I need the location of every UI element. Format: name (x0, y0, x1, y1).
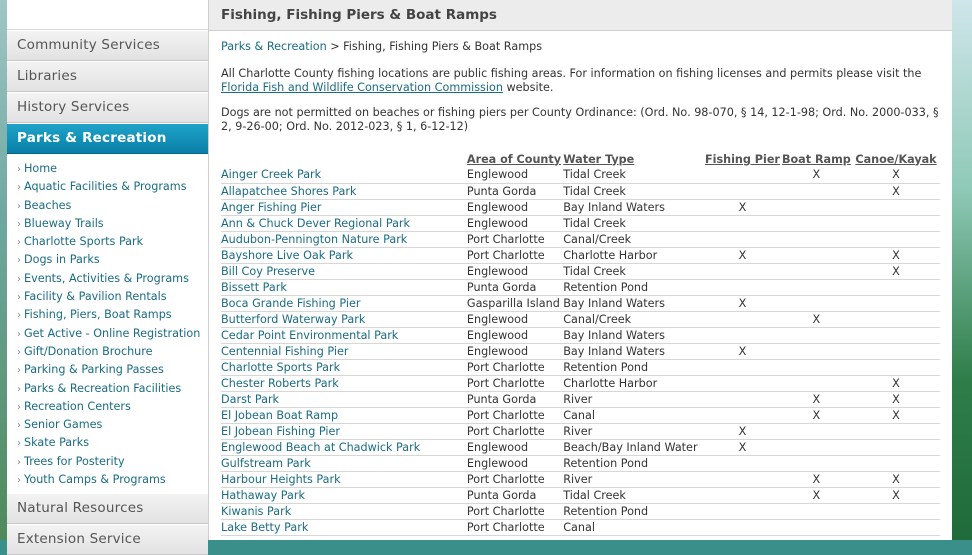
water-type-cell: Retention Pond (563, 455, 704, 471)
subnav-item-beaches[interactable] (17, 197, 208, 215)
subnav-item-label: Charlotte Sports Park (24, 235, 144, 249)
dogs-note: Dogs are not permitted on beaches or fishing piers per County Ordinance: (Ord. No. 98-070, § 14, 12-1-98; Ord. No. 2000-033, § 2, 9-26-00; Ord. No. 2012-023, § 1, 6-12-12) (221, 106, 939, 133)
chevron-right-icon: › (17, 255, 21, 267)
canoe-kayak-cell: X (852, 375, 940, 391)
water-type-cell: Beach/Bay Inland Water (563, 439, 704, 455)
boat-ramp-cell (781, 295, 852, 311)
area-cell: Punta Gorda (467, 487, 563, 503)
park-name-link[interactable]: Butterford Waterway Park (221, 311, 467, 327)
park-name-link[interactable]: Hathaway Park (221, 487, 467, 503)
park-name-link[interactable]: Kiwanis Park (221, 503, 467, 519)
water-type-cell: Retention Pond (563, 503, 704, 519)
water-type-cell: Tidal Creek (563, 167, 704, 183)
area-cell: Englewood (467, 455, 563, 471)
fishing-pier-cell (704, 471, 781, 487)
fishing-pier-cell (704, 215, 781, 231)
park-name-link[interactable]: Gulfstream Park (221, 455, 467, 471)
area-cell: Port Charlotte (467, 231, 563, 247)
water-type-cell: Canal/Creek (563, 231, 704, 247)
sidebar-category-natural-resources[interactable]: Natural Resources (7, 493, 208, 524)
area-cell: Englewood (467, 263, 563, 279)
table-row (221, 359, 940, 375)
boat-ramp-cell (781, 279, 852, 295)
subnav-item-dogs-in-parks[interactable] (17, 251, 208, 269)
header-boat-ramp: Boat Ramp (781, 152, 851, 166)
chevron-right-icon: › (17, 456, 21, 468)
park-name-link[interactable]: Bill Coy Preserve (221, 263, 467, 279)
table-row (221, 295, 940, 311)
boat-ramp-cell (781, 423, 852, 439)
sidebar-category-libraries[interactable]: Libraries (7, 61, 208, 92)
canoe-kayak-cell (852, 199, 940, 215)
chevron-right-icon: › (17, 420, 21, 432)
breadcrumb-parent-link[interactable]: Parks & Recreation (221, 40, 327, 53)
park-name-link[interactable]: Allapatchee Shores Park (221, 183, 467, 199)
boat-ramp-cell: X (781, 167, 852, 183)
boat-ramp-cell (781, 455, 852, 471)
subnav-item-label: Home (24, 162, 58, 175)
water-type-cell: Retention Pond (563, 279, 704, 295)
boat-ramp-cell (781, 439, 852, 455)
area-cell: Port Charlotte (467, 407, 563, 423)
table-row (221, 247, 940, 263)
park-name-link[interactable]: Bissett Park (221, 279, 467, 295)
park-name-link[interactable]: Cedar Point Environmental Park (221, 327, 467, 343)
fishing-pier-cell (704, 487, 781, 503)
area-cell: Englewood (467, 343, 563, 359)
fishing-pier-cell (704, 183, 781, 199)
table-row (221, 407, 940, 423)
canoe-kayak-cell (852, 359, 940, 375)
table-row (221, 215, 940, 231)
area-cell: Port Charlotte (467, 519, 563, 535)
area-cell: Port Charlotte (467, 471, 563, 487)
main-content (209, 0, 952, 540)
header-canoe-kayak: Canoe/Kayak (855, 152, 937, 166)
boat-ramp-cell: X (781, 487, 852, 503)
subnav-item-gift-donation-brochure[interactable] (17, 343, 208, 361)
fishing-pier-cell (704, 279, 781, 295)
subnav-item-youth-camps-and-programs[interactable] (17, 471, 208, 489)
canoe-kayak-cell: X (852, 407, 940, 423)
water-type-cell: River (563, 423, 704, 439)
fishing-pier-cell: X (704, 439, 781, 455)
park-name-link[interactable]: Ainger Creek Park (221, 167, 467, 183)
subnav-item-label: Recreation Centers (24, 399, 131, 413)
park-name-link[interactable]: Ann & Chuck Dever Regional Park (221, 215, 467, 231)
subnav-item-label: Youth Camps & Programs (24, 473, 166, 487)
table-row (221, 423, 940, 439)
intro-text-before: All Charlotte County fishing locations are public fishing areas. For information on fishing licenses and permits please visit the (221, 67, 922, 80)
table-row (221, 375, 940, 391)
subnav-item-parking-and-parking-passes[interactable] (17, 361, 208, 379)
fishing-pier-cell (704, 391, 781, 407)
canoe-kayak-cell: X (852, 183, 940, 199)
water-type-cell: River (563, 391, 704, 407)
boat-ramp-cell: X (781, 407, 852, 423)
chevron-right-icon: › (17, 328, 21, 340)
canoe-kayak-cell: X (852, 167, 940, 183)
subnav-item-senior-games[interactable] (17, 416, 208, 434)
area-cell: Gasparilla Island (467, 295, 563, 311)
header-fishing-pier: Fishing Pier (705, 152, 780, 166)
area-cell: Punta Gorda (467, 391, 563, 407)
area-cell: Punta Gorda (467, 183, 563, 199)
chevron-right-icon: › (17, 237, 21, 249)
sidebar-category-active[interactable]: Parks & Recreation (7, 123, 208, 154)
subnav-item-label: Aquatic Facilities & Programs (24, 180, 187, 194)
canoe-kayak-cell: X (852, 471, 940, 487)
canoe-kayak-cell (852, 503, 940, 519)
area-cell: Englewood (467, 327, 563, 343)
breadcrumb-separator: > (326, 40, 344, 53)
water-type-cell: Canal (563, 407, 704, 423)
chevron-right-icon: › (17, 164, 21, 175)
page-wrapper (7, 0, 952, 548)
table-row (221, 167, 940, 183)
subnav-item-fishing-piers-boat-ramps[interactable] (17, 306, 208, 324)
boat-ramp-cell (781, 343, 852, 359)
water-type-cell: Tidal Creek (563, 263, 704, 279)
canoe-kayak-cell: X (852, 391, 940, 407)
table-row (221, 471, 940, 487)
water-type-cell: Retention Pond (563, 359, 704, 375)
area-cell: Port Charlotte (467, 423, 563, 439)
boat-ramp-cell (781, 215, 852, 231)
park-name-link[interactable]: Englewood Beach at Chadwick Park (221, 439, 467, 455)
table-row (221, 487, 940, 503)
canoe-kayak-cell (852, 215, 940, 231)
boat-ramp-cell (781, 263, 852, 279)
fishing-pier-cell (704, 375, 781, 391)
sidebar (7, 0, 209, 548)
area-cell: Port Charlotte (467, 503, 563, 519)
canoe-kayak-cell (852, 439, 940, 455)
subnav-item-parks-and-recreation-facilities[interactable] (17, 380, 208, 398)
header-park (221, 151, 467, 167)
subnav-item-trees-for-posterity[interactable] (17, 453, 208, 471)
subnav-item-label: Fishing, Piers, Boat Ramps (24, 308, 172, 322)
subnav-item-label: Facility & Pavilion Rentals (24, 290, 167, 304)
subnav-item-label: Dogs in Parks (24, 253, 100, 267)
subnav-item-charlotte-sports-park[interactable] (17, 233, 208, 251)
area-cell: Port Charlotte (467, 375, 563, 391)
park-name-link[interactable]: Darst Park (221, 391, 467, 407)
subnav-item-get-active-online-registration[interactable] (17, 325, 208, 343)
water-type-cell: Canal/Creek (563, 311, 704, 327)
fishing-pier-cell (704, 263, 781, 279)
park-name-link[interactable]: Bayshore Live Oak Park (221, 247, 467, 263)
chevron-right-icon: › (17, 401, 21, 413)
subnav-item-label: Skate Parks (24, 436, 90, 450)
sidebar-top (7, 0, 208, 30)
table-row (221, 439, 940, 455)
boat-ramp-cell (781, 231, 852, 247)
table-row (221, 263, 940, 279)
breadcrumb (221, 40, 940, 53)
fishing-pier-cell (704, 407, 781, 423)
chevron-right-icon: › (17, 365, 21, 377)
chevron-right-icon: › (17, 310, 21, 322)
subnav-item-skate-parks[interactable] (17, 434, 208, 452)
area-cell: Punta Gorda (467, 279, 563, 295)
subnav-item-blueway-trails[interactable] (17, 215, 208, 233)
intro-text-after: website. (502, 80, 554, 94)
table-row (221, 327, 940, 343)
table-row (221, 503, 940, 519)
fishing-pier-cell: X (704, 295, 781, 311)
table-row (221, 199, 940, 215)
table-row (221, 279, 940, 295)
sidebar-categories-bottom (7, 493, 208, 555)
canoe-kayak-cell: X (852, 263, 940, 279)
fishing-pier-cell (704, 167, 781, 183)
header-area: Area of County (466, 152, 562, 166)
boat-ramp-cell: X (781, 391, 852, 407)
chevron-right-icon: › (17, 438, 21, 450)
chevron-right-icon: › (17, 218, 21, 230)
background-right (952, 0, 972, 540)
fishing-pier-cell: X (704, 199, 781, 215)
table-row (221, 455, 940, 471)
table-row (221, 519, 940, 535)
area-cell: Port Charlotte (467, 359, 563, 375)
sidebar-subnav (7, 154, 208, 493)
chevron-right-icon: › (17, 273, 21, 285)
sidebar-category-extension-service[interactable]: Extension Service (7, 524, 208, 555)
water-type-cell: Charlotte Harbor (563, 375, 704, 391)
boat-ramp-cell (781, 183, 852, 199)
canoe-kayak-cell (852, 279, 940, 295)
boat-ramp-cell (781, 519, 852, 535)
fishing-pier-cell: X (704, 423, 781, 439)
park-name-link[interactable]: El Jobean Fishing Pier (221, 423, 467, 439)
subnav-item-label: Gift/Donation Brochure (24, 344, 153, 358)
fishing-pier-cell (704, 359, 781, 375)
boat-ramp-cell: X (781, 471, 852, 487)
table-row (221, 231, 940, 247)
fishing-pier-cell: X (704, 343, 781, 359)
park-name-link[interactable]: Audubon-Pennington Nature Park (221, 231, 467, 247)
area-cell: Englewood (467, 215, 563, 231)
water-type-cell: Tidal Creek (563, 487, 704, 503)
chevron-right-icon: › (17, 475, 21, 487)
boat-ramp-cell (781, 247, 852, 263)
boat-ramp-cell (781, 359, 852, 375)
fwc-link[interactable]: Florida Fish and Wildlife Conservation Commission (221, 80, 503, 94)
page-title: Fishing, Fishing Piers & Boat Ramps (209, 0, 952, 31)
subnav-item-label: Senior Games (24, 418, 103, 432)
subnav-item-facility-and-pavilion-rentals[interactable] (17, 288, 208, 306)
fishing-pier-cell (704, 231, 781, 247)
canoe-kayak-cell: X (852, 247, 940, 263)
fishing-pier-cell (704, 311, 781, 327)
park-name-link[interactable]: Boca Grande Fishing Pier (221, 295, 467, 311)
header-water: Water Type (563, 152, 635, 166)
breadcrumb-current: Fishing, Fishing Piers & Boat Ramps (343, 40, 543, 53)
water-type-cell: River (563, 471, 704, 487)
canoe-kayak-cell: X (852, 487, 940, 503)
sidebar-categories-top (7, 30, 208, 123)
chevron-right-icon: › (17, 346, 21, 358)
table-header-row (221, 151, 940, 167)
subnav-item-label: Get Active - Online Registration (24, 326, 201, 340)
sidebar-category-history-services[interactable]: History Services (7, 92, 208, 123)
park-name-link[interactable]: El Jobean Boat Ramp (221, 407, 467, 423)
intro-paragraph (221, 67, 940, 94)
canoe-kayak-cell (852, 295, 940, 311)
sidebar-category-community-services[interactable]: Community Services (7, 30, 208, 61)
water-type-cell: Bay Inland Waters (563, 295, 704, 311)
table-body (221, 167, 940, 535)
boat-ramp-cell: X (781, 311, 852, 327)
canoe-kayak-cell (852, 327, 940, 343)
fishing-pier-cell (704, 327, 781, 343)
fishing-pier-cell: X (704, 247, 781, 263)
area-cell: Englewood (467, 439, 563, 455)
water-type-cell: Canal (563, 519, 704, 535)
chevron-right-icon: › (17, 182, 21, 194)
subnav-item-label: Events, Activities & Programs (24, 271, 189, 285)
table-row (221, 391, 940, 407)
locations-table (221, 151, 940, 536)
fishing-pier-cell (704, 503, 781, 519)
canoe-kayak-cell (852, 311, 940, 327)
park-name-link[interactable]: Anger Fishing Pier (221, 199, 467, 215)
water-type-cell: Bay Inland Waters (563, 199, 704, 215)
canoe-kayak-cell (852, 519, 940, 535)
subnav-item-label: Trees for Posterity (24, 454, 125, 468)
canoe-kayak-cell (852, 231, 940, 247)
park-name-link[interactable]: Harbour Heights Park (221, 471, 467, 487)
content-body (209, 31, 952, 536)
canoe-kayak-cell (852, 343, 940, 359)
park-name-link[interactable]: Charlotte Sports Park (221, 359, 467, 375)
subnav-item-aquatic-facilities-and-programs[interactable] (17, 178, 208, 196)
fishing-pier-cell (704, 455, 781, 471)
chevron-right-icon: › (17, 383, 21, 395)
table-row (221, 343, 940, 359)
subnav-item-home[interactable] (17, 160, 208, 178)
water-type-cell: Bay Inland Waters (563, 343, 704, 359)
water-type-cell: Bay Inland Waters (563, 327, 704, 343)
subnav-item-label: Beaches (24, 198, 72, 212)
chevron-right-icon: › (17, 200, 21, 212)
subnav-item-recreation-centers[interactable] (17, 398, 208, 416)
area-cell: Englewood (467, 167, 563, 183)
area-cell: Port Charlotte (467, 247, 563, 263)
table-row (221, 183, 940, 199)
water-type-cell: Charlotte Harbor (563, 247, 704, 263)
subnav-item-label: Parks & Recreation Facilities (24, 381, 182, 395)
chevron-right-icon: › (17, 292, 21, 304)
area-cell: Englewood (467, 199, 563, 215)
water-type-cell: Tidal Creek (563, 183, 704, 199)
park-name-link[interactable]: Chester Roberts Park (221, 375, 467, 391)
subnav-item-label: Parking & Parking Passes (24, 363, 164, 377)
area-cell: Englewood (467, 311, 563, 327)
boat-ramp-cell (781, 327, 852, 343)
boat-ramp-cell (781, 375, 852, 391)
fishing-pier-cell (704, 519, 781, 535)
subnav-item-label: Blueway Trails (24, 216, 104, 230)
boat-ramp-cell (781, 199, 852, 215)
boat-ramp-cell (781, 503, 852, 519)
water-type-cell: Tidal Creek (563, 215, 704, 231)
canoe-kayak-cell (852, 455, 940, 471)
park-name-link[interactable]: Lake Betty Park (221, 519, 467, 535)
canoe-kayak-cell (852, 423, 940, 439)
table-row (221, 311, 940, 327)
park-name-link[interactable]: Centennial Fishing Pier (221, 343, 467, 359)
subnav-item-events-activities-and-programs[interactable] (17, 270, 208, 288)
